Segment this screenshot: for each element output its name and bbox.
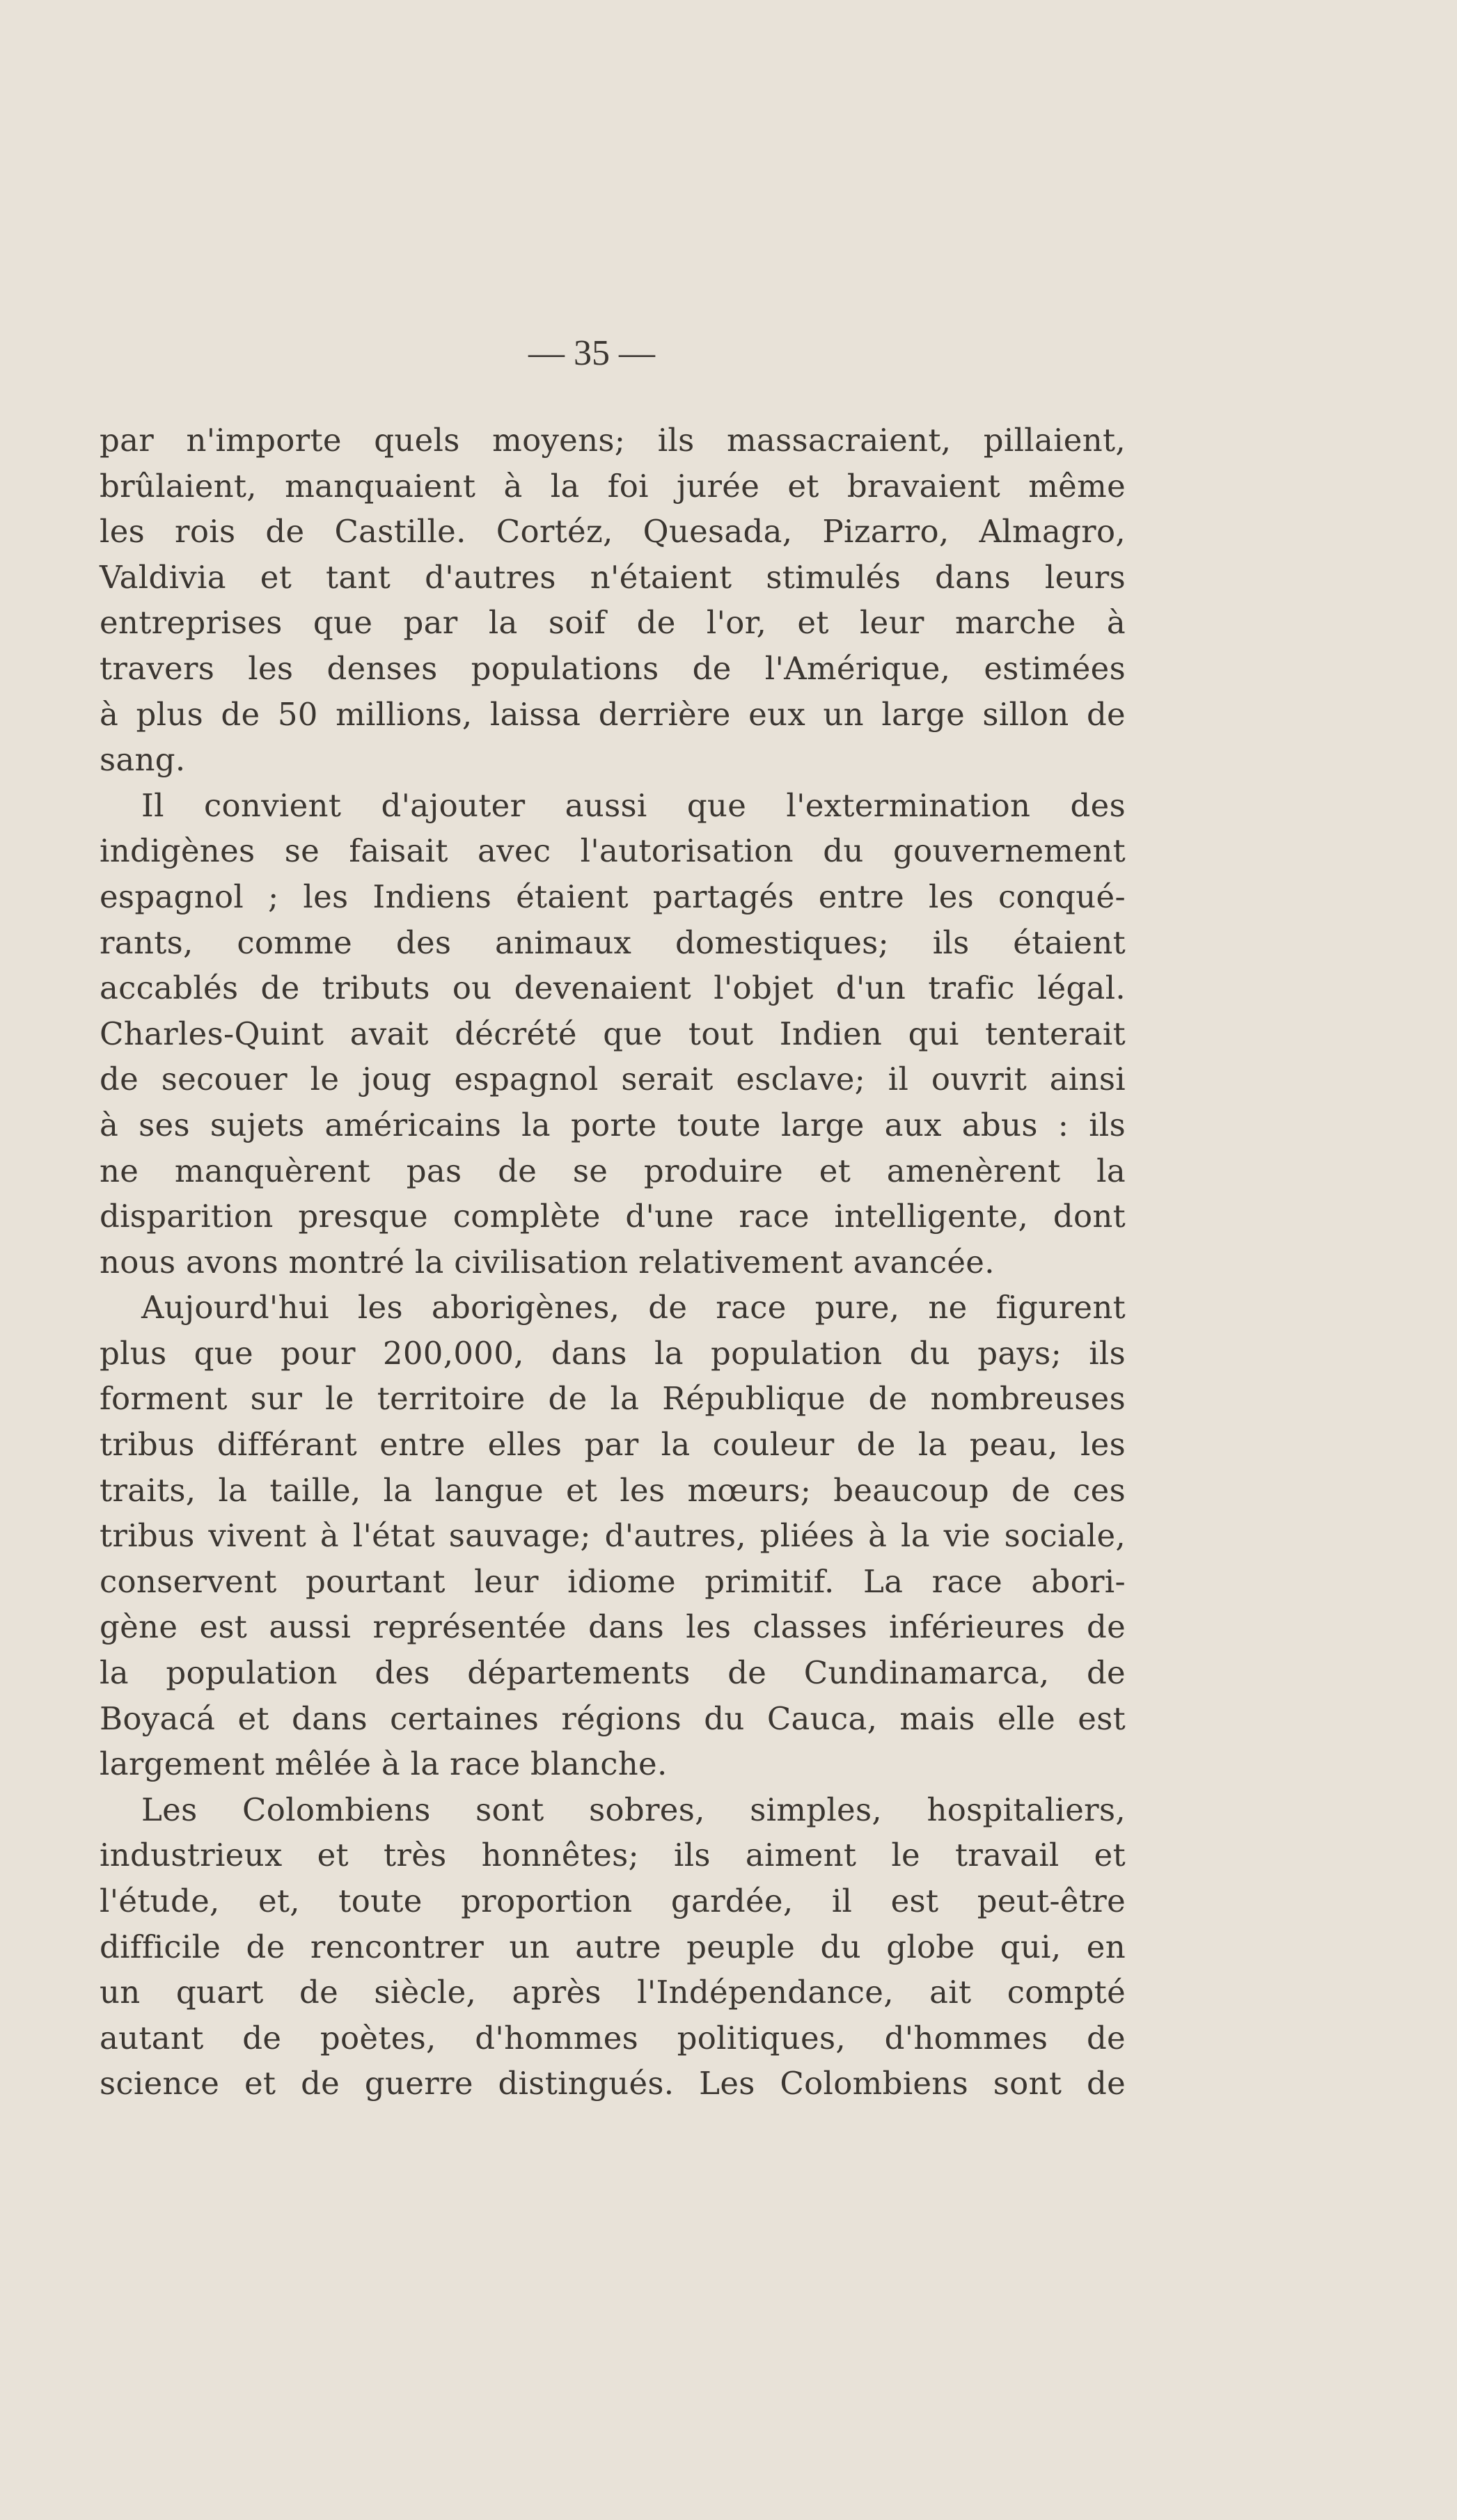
text-line: de secouer le joug espagnol serait esclave; il ouvrit ainsi xyxy=(100,1061,1126,1098)
body-text xyxy=(100,418,1126,2107)
text-line: largement mêlée à la race blanche. xyxy=(100,1745,668,1783)
text-line: accablés de tributs ou devenaient l'objet d'un trafic légal. xyxy=(100,969,1126,1007)
text-line: à plus de 50 millions, laissa derrière eux un large sillon de xyxy=(100,695,1126,733)
text-line: Il convient d'ajouter aussi que l'extermination des xyxy=(141,786,1126,824)
text-line: difficile de rencontrer un autre peuple du globe qui, en xyxy=(100,1928,1126,1965)
text-line: par n'importe quels moyens; ils massacraient, pillaient, xyxy=(100,422,1126,459)
page-number: — 35 — xyxy=(528,333,655,373)
text-line: travers les denses populations de l'Amérique, estimées xyxy=(100,649,1126,687)
text-line: industrieux et très honnêtes; ils aiment le travail et xyxy=(100,1837,1126,1874)
text-line: sang. xyxy=(100,741,186,779)
text-line: Valdivia et tant d'autres n'étaient stimulés dans leurs xyxy=(100,558,1126,596)
text-line: tribus différant entre elles par la couleur de la peau, les xyxy=(100,1426,1126,1464)
text-line: entreprises que par la soif de l'or, et leur marche à xyxy=(100,604,1126,642)
text-line: ne manquèrent pas de se produire et amenèrent la xyxy=(100,1152,1126,1189)
text-line: Les Colombiens sont sobres, simples, hospitaliers, xyxy=(141,1791,1126,1828)
text-line: la population des départements de Cundinamarca, de xyxy=(100,1654,1126,1692)
text-line: Boyacá et dans certaines régions du Cauca, mais elle est xyxy=(100,1699,1126,1737)
text-line: rants, comme des animaux domestiques; ils étaient xyxy=(100,924,1126,961)
text-line: à ses sujets américains la porte toute large aux abus : ils xyxy=(100,1106,1126,1143)
text-line: conservent pourtant leur idiome primitif. La race abori- xyxy=(100,1562,1126,1600)
text-line: Charles-Quint avait décrété que tout Indien qui tenterait xyxy=(100,1015,1126,1052)
text-line: les rois de Castille. Cortéz, Quesada, Pizarro, Almagro, xyxy=(100,513,1126,550)
text-line: l'étude, et, toute proportion gardée, il est peut-être xyxy=(100,1883,1126,1919)
text-line: gène est aussi représentée dans les classes inférieures de xyxy=(100,1608,1126,1646)
text-line: Aujourd'hui les aborigènes, de race pure, ne figurent xyxy=(141,1289,1126,1326)
text-line: autant de poètes, d'hommes politiques, d'hommes de xyxy=(100,2019,1126,2057)
text-line: science et de guerre distingués. Les Colombiens sont de xyxy=(100,2065,1126,2102)
text-line: forment sur le territoire de la République de nombreuses xyxy=(100,1380,1126,1418)
text-line: disparition presque complète d'une race intelligente, dont xyxy=(100,1198,1126,1235)
text-line: plus que pour 200,000, dans la population du pays; ils xyxy=(100,1334,1126,1372)
text-line: tribus vivent à l'état sauvage; d'autres, pliées à la vie sociale, xyxy=(100,1517,1126,1555)
text-line: indigènes se faisait avec l'autorisation du gouvernement xyxy=(100,832,1126,870)
text-line: espagnol ; les Indiens étaient partagés entre les conqué- xyxy=(100,878,1126,915)
text-line: brûlaient, manquaient à la foi jurée et bravaient même xyxy=(100,467,1126,505)
text-line: nous avons montré la civilisation relativement avancée. xyxy=(100,1243,995,1281)
text-line: traits, la taille, la langue et les mœurs; beaucoup de ces xyxy=(100,1471,1126,1509)
text-line: un quart de siècle, après l'Indépendance, ait compté xyxy=(100,1974,1126,2011)
